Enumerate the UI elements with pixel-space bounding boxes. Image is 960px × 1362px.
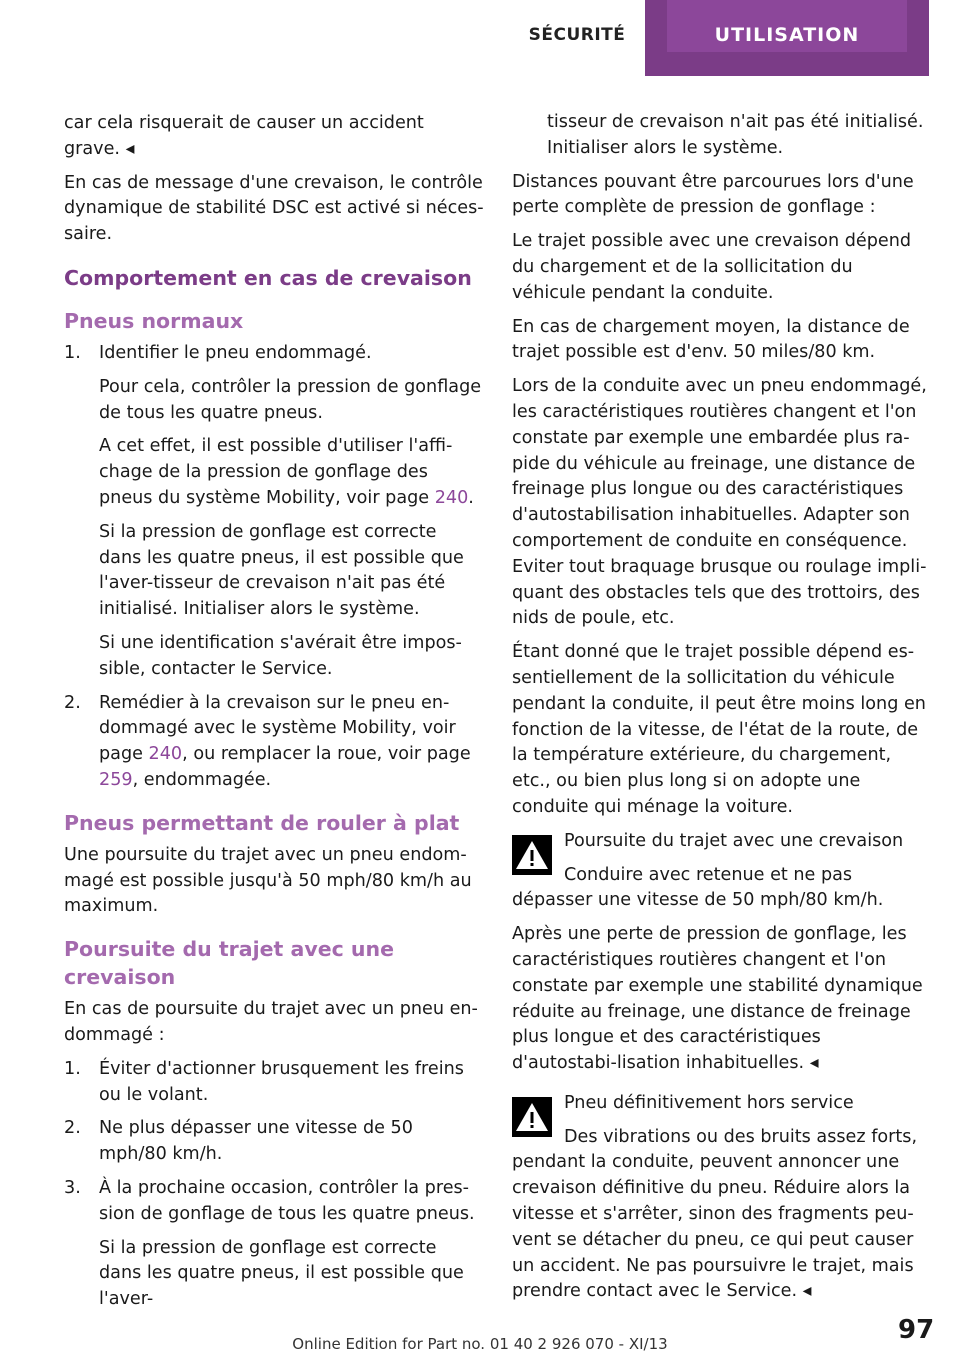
- paragraph: Remédier à la crevaison sur le pneu en-dommagé avec le système Mobility, voir page 240, ou remplacer la roue, voir page 259, endommagée.: [99, 692, 471, 790]
- paragraph: Pour cela, contrôler la pression de gonflage de tous les quatre pneus.: [99, 376, 482, 423]
- section-label: SÉCURITÉ: [512, 0, 642, 66]
- paragraph: Lors de la conduite avec un pneu endommagé, les caractéristiques routières changent et l'on constate par exemple une embardée plus ra-pide du véhicule au freinage, une distance de freinage plus longue ou des caractéristiques d'autostabilisation inhabituelles. Adapter son comportement de conduite en conséquence. Eviter tout braquage brusque ou roulage impli-quant des obstacles tels que des trottoirs, des nids de poule, etc.: [512, 376, 927, 629]
- list-number: 1.: [64, 342, 81, 363]
- paragraph: Éviter d'actionner brusquement les freins ou le volant.: [99, 1058, 464, 1105]
- heading-rouler-a-plat: Pneus permettant de rouler à plat: [64, 810, 460, 835]
- heading-pneus-normaux: Pneus normaux: [64, 308, 244, 333]
- footer-edition: Online Edition for Part no. 01 40 2 926 070 - XI/13: [292, 1335, 668, 1353]
- heading-poursuite: Poursuite du trajet avec une crevaison: [64, 937, 394, 990]
- warning-box: [512, 829, 930, 914]
- paragraph: A cet effet, il est possible d'utiliser l'affi-chage de la pression de gonflage des pneus du système Mobility, voir page 240.: [99, 436, 474, 508]
- list-number: 1.: [64, 1058, 81, 1079]
- end-mark: ◂: [802, 1281, 812, 1302]
- paragraph: Une poursuite du trajet avec un pneu endom-magé est possible jusqu'à 50 mph/80 km/h au maximum.: [64, 844, 472, 917]
- paragraph: Après une perte de pression de gonflage, les caractéristiques routières changent et l'on constate par exemple une stabilité dynamique réduite au freinage, une distance de freinage plus longue et des caractéristiques d'autostabi-lisation inhabituelles. ◂: [512, 924, 923, 1074]
- paragraph: Étant donné que le trajet possible dépend es-sentiellement de la sollicitation du véhicule pendant la conduite, il peut être moins long en fonction de la vitesse, de l'état de la route, de la température extérieure, du chargement, etc., ou bien plus long si on adopte une conduite qui ménage la voiture.: [512, 642, 926, 817]
- list-number: 3.: [64, 1177, 81, 1198]
- heading-comportement: Comportement en cas de crevaison: [64, 265, 472, 290]
- paragraph: Identifier le pneu endommagé.: [99, 342, 372, 363]
- warning-triangle-icon: [512, 835, 552, 875]
- paragraph: car cela risquerait de causer un accident grave. ◂: [64, 113, 424, 159]
- paragraph: Ne plus dépasser une vitesse de 50 mph/80 km/h.: [99, 1118, 413, 1165]
- paragraph: À la prochaine occasion, contrôler la pres-sion de gonflage de tous les quatre pneus.: [99, 1177, 475, 1224]
- chapter-tab[interactable]: [645, 0, 929, 76]
- left-column: [64, 111, 484, 1321]
- warning-title: Pneu définitivement hors service: [564, 1092, 854, 1113]
- page-number: 97: [898, 1315, 935, 1345]
- paragraph: Distances pouvant être parcourues lors d'une perte complète de pression de gonflage :: [512, 171, 914, 218]
- end-mark: ◂: [809, 1053, 819, 1074]
- list-item: [64, 1116, 484, 1168]
- warning-title: Poursuite du trajet avec une crevaison: [564, 830, 904, 851]
- list-item: [64, 341, 484, 683]
- warning-text: Conduire avec retenue et ne pas dépasser une vitesse de 50 mph/80 km/h.: [512, 864, 884, 911]
- paragraph: Si la pression de gonflage est correcte dans les quatre pneus, il est possible que l'aver-tisseur de crevaison n'ait pas été initialisé. Initialiser alors le système.: [99, 521, 464, 620]
- paragraph: En cas de message d'une crevaison, le contrôle dynamique de stabilité DSC est activé si néces-saire.: [64, 172, 484, 245]
- warning-box: [512, 1091, 930, 1305]
- paragraph: Si une identification s'avérait être impos-sible, contacter le Service.: [99, 632, 462, 679]
- page-link[interactable]: 240: [434, 487, 469, 508]
- paragraph: Si la pression de gonflage est correcte dans les quatre pneus, il est possible que l'aver-: [99, 1237, 464, 1310]
- paragraph: En cas de chargement moyen, la distance de trajet possible est d'env. 50 miles/80 km.: [512, 316, 910, 363]
- paragraph: En cas de poursuite du trajet avec un pneu en-dommagé :: [64, 999, 478, 1045]
- list-item: [64, 1057, 484, 1109]
- end-mark: ◂: [125, 138, 135, 159]
- paragraph: tisseur de crevaison n'ait pas été initialisé. Initialiser alors le système.: [547, 112, 924, 158]
- chapter-tab-label: UTILISATION: [667, 0, 907, 52]
- right-column: [512, 110, 930, 1313]
- paragraph: Le trajet possible avec une crevaison dépend du chargement et de la sollicitation du véhicule pendant la conduite.: [512, 231, 912, 303]
- list-item: [64, 691, 484, 794]
- list-item: [64, 1176, 484, 1313]
- warning-triangle-icon: [512, 1097, 552, 1137]
- list-number: 2.: [64, 1118, 81, 1139]
- list-number: 2.: [64, 692, 81, 713]
- page-link[interactable]: 259: [99, 769, 133, 790]
- warning-text: Des vibrations ou des bruits assez forts, pendant la conduite, peuvent annoncer une crevaison définitive du pneu. Réduire alors la vitesse et s'arrêter, sinon des fragments peu-vent se détacher du pneu, ce qui peut causer un accident. Ne pas poursuivre le trajet, mais prendre contact avec le Service. ◂: [512, 1126, 918, 1302]
- page-link[interactable]: 240: [148, 744, 183, 765]
